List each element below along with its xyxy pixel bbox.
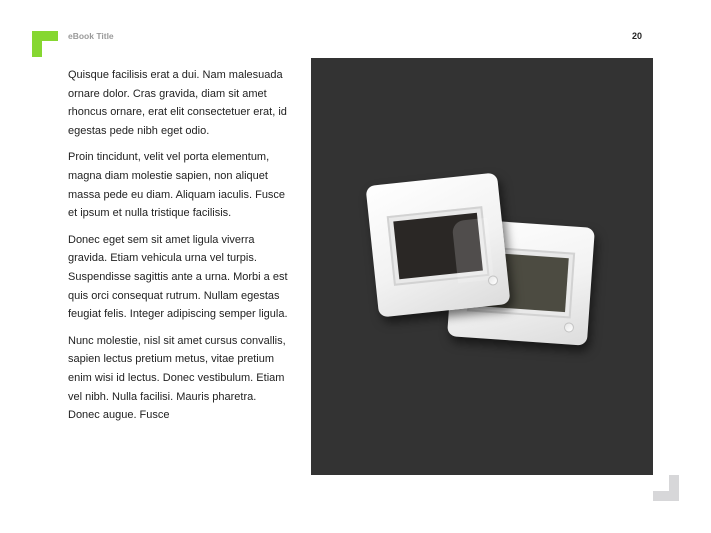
slide-film [393,213,483,279]
slide-knob [564,322,575,333]
corner-bracket-top-left [32,31,58,57]
book-title: eBook Title [68,31,114,41]
corner-bracket-bottom-right [653,475,679,501]
slide-knob [488,275,499,286]
slide-glare [452,218,494,283]
slide-window [387,206,490,286]
corner-bracket-bar [32,31,42,57]
page-number: 20 [632,31,643,41]
body-text [68,66,290,433]
paragraph: Nunc molestie, nisl sit amet cursus convallis, sapien lectus pretium metus, vitae pretium enim wisi id lectus. Donec vestibulum. Etiam vel nibh. Nulla facilisi. Mauris pharetra. Donec augue. Fusce [68,334,286,422]
paragraph: Donec eget sem sit amet ligula viverra gravida. Etiam vehicula urna vel turpis. Suspendisse sagittis ante a urna. Morbi a est quis orci consequat rutrum. Nullam egestas feugiat felis. Integer adipiscing semper ligula. [68,233,288,321]
photo-slides-icon [365,172,510,317]
corner-bracket-bar [669,475,679,501]
paragraph: Quisque facilisis erat a dui. Nam malesuada ornare dolor. Cras gravida, diam sit amet rhoncus ornare, erat elit consectetuer erat, id egestas pede nibh eget odio. [68,69,287,137]
photo-figure [311,58,653,475]
paragraph: Proin tincidunt, velit vel porta elementum, magna diam molestie sapien, non aliquet massa pede eu diam. Aliquam iaculis. Fusce et ipsum et nulla tristique facilisis. [68,151,286,220]
